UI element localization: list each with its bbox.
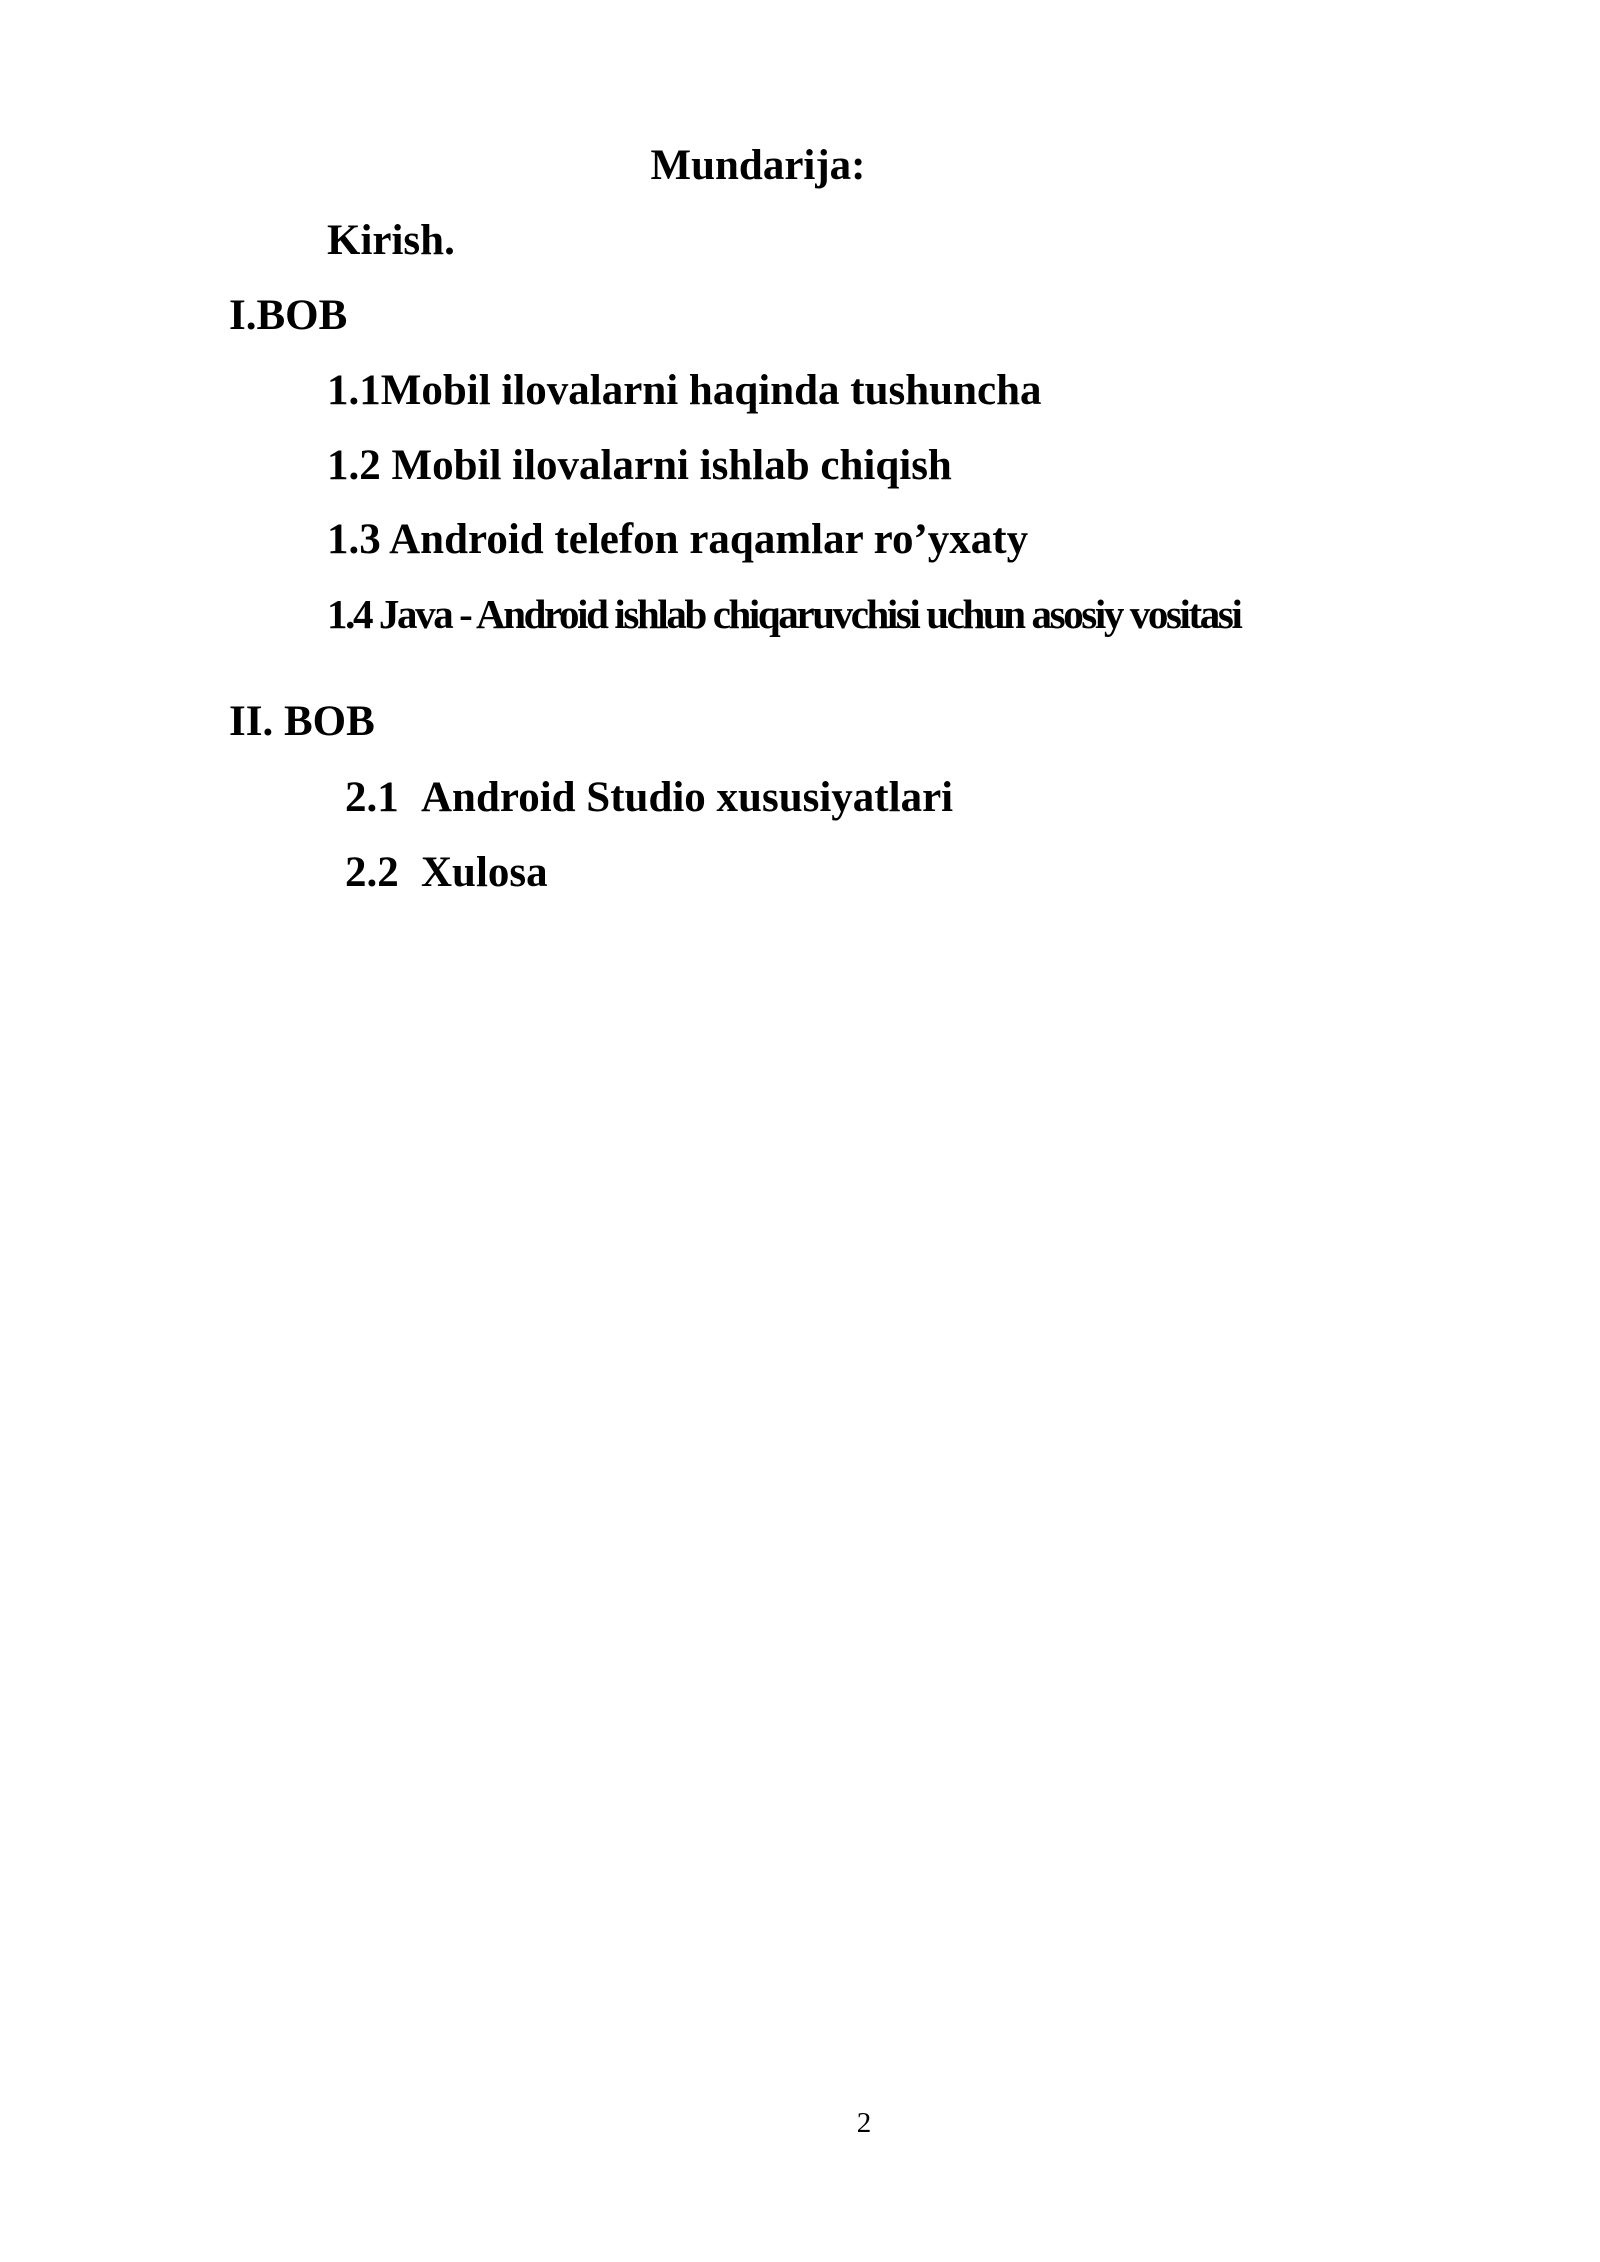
section-number: 2.1 xyxy=(345,774,399,821)
toc-section-2-1 xyxy=(345,776,953,819)
toc-title: Mundarija: xyxy=(650,142,866,189)
toc-section-2-2 xyxy=(345,851,548,894)
toc-section-1-1: 1.1Mobil ilovalarni haqinda tushuncha xyxy=(327,367,1042,414)
toc-chapter-2: II. BOB xyxy=(229,698,375,745)
toc-section-1-4: 1.4 Java - Android ishlab chiqaruvchisi uchun asosiy vositasi xyxy=(327,591,1241,637)
toc-section-1-3: 1.3 Android telefon raqamlar ro’yxaty xyxy=(327,516,1029,563)
toc-section-1-2: 1.2 Mobil ilovalarni ishlab chiqish xyxy=(327,442,952,489)
section-number: 2.2 xyxy=(345,849,399,896)
page-number: 2 xyxy=(856,2107,872,2139)
section-text: Android Studio xususiyatlari xyxy=(421,774,954,821)
section-text: Xulosa xyxy=(421,849,548,896)
toc-intro: Kirish. xyxy=(327,217,455,264)
toc-chapter-1: I.BOB xyxy=(229,292,348,339)
